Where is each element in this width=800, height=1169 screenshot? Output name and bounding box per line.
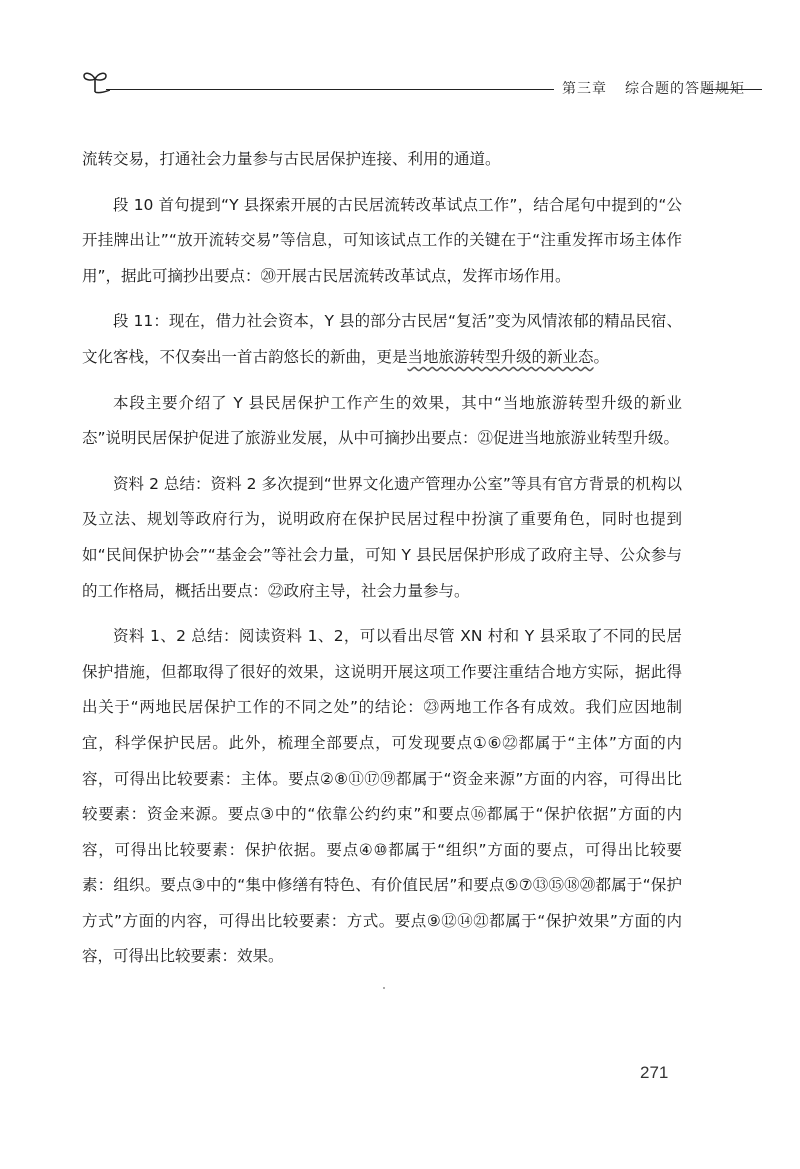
paragraph-section-10: 段 10 首句提到“Y 县探索开展的古民居流转改革试点工作”，结合尾句中提到的“公开挂牌出让”“放开流转交易”等信息，可知该试点工作的关键在于“注重发挥市场主体作用”，据此可摘抄出要点：⑳开展古民居流转改革试点，发挥市场作用。 (82, 195, 682, 285)
chapter-number: 第三章 (562, 81, 607, 97)
scan-speck (383, 987, 385, 989)
running-header (80, 66, 762, 100)
section-11-end: 。 (593, 347, 610, 366)
paragraph-continued: 流转交易，打通社会力量参与古民居保护连接、利用的通道。 (82, 150, 501, 168)
paragraph-section-11-analysis: 本段主要介绍了 Y 县民居保护工作产生的效果，其中“当地旅游转型升级的新业态”说明民居保护促进了旅游业发展，从中可摘抄出要点：㉑促进当地旅游业转型升级。 (82, 393, 682, 448)
chapter-title: 综合题的答题规矩 (625, 81, 745, 97)
chapter-heading (562, 78, 745, 98)
header-rule-right (704, 89, 762, 90)
paragraph-material-1-2-summary: 资料 1、2 总结：阅读资料 1、2，可以看出尽管 XN 村和 Y 县采取了不同的民居保护措施，但都取得了很好的效果，这说明开展这项工作要注重结合地方实际，据此得出关于“两地民居保护工作的不同之处”的结论：㉓两地工作各有成效。我们应因地制宜，科学保护民居。此外，梳理全部要点，可发现要点①⑥㉒都属于“主体”方面的内容，可得出比较要素：主体。要点②⑧⑪⑰⑲都属于“资金来源”方面的内容，可得出比较要素：资金来源。要点③中的“依靠公约约束”和要点⑯都属于“保护依据”方面的内容，可得出比较要素：保护依据。要点④⑩都属于“组织”方面的要点，可得出比较要素：组织。要点③中的“集中修缮有特色、有价值民居”和要点⑤⑦⑬⑮⑱⑳都属于“保护方式”方面的内容，可得出比较要素：方式。要点⑨⑫⑭㉑都属于“保护效果”方面的内容，可得出比较要素：效果。 (82, 627, 682, 966)
paragraph-material-2-summary: 资料 2 总结：资料 2 多次提到“世界文化遗产管理办公室”等具有官方背景的机构以及立法、规划等政府行为，说明政府在保护民居过程中扮演了重要角色，同时也提到如“民间保护协会”“基金会”等社会力量，可知 Y 县民居保护形成了政府主导、公众参与的工作格局，概括出要点：㉒政府主导，社会力量参与。 (82, 474, 682, 600)
sprout-icon (80, 66, 110, 96)
page-body (82, 142, 682, 985)
page-number: 271 (640, 1063, 669, 1082)
paragraph-section-11 (82, 304, 682, 375)
header-rule-left (106, 89, 554, 90)
wavy-underlined-phrase: 当地旅游转型升级的新业态 (407, 347, 594, 366)
section-11-text: 段 11：现在，借力社会资本，Y 县的部分古民居“复活”变为风情浓郁的精品民宿、文化客栈，不仅奏出一首古韵悠长的新曲，更是 (82, 312, 682, 366)
